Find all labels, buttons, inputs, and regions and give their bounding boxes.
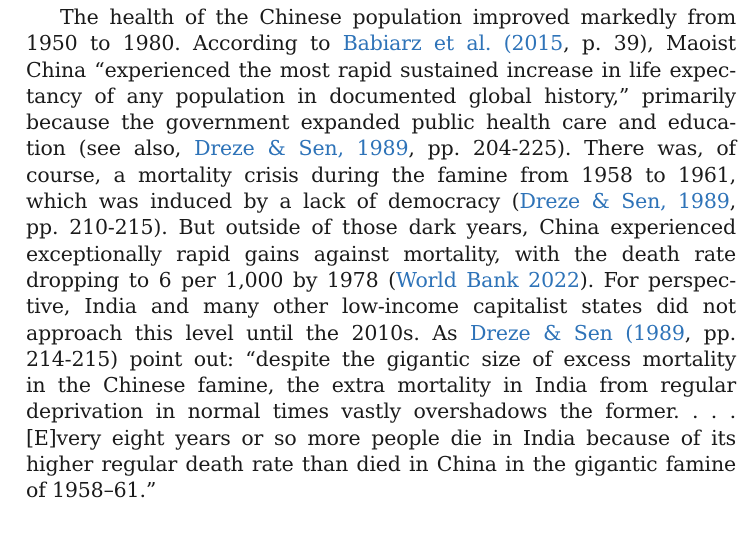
citation-link[interactable]: World Bank 2022 <box>395 267 580 292</box>
text-line <box>26 451 736 477</box>
citation-link[interactable]: Dreze & Sen, 1989 <box>194 136 409 161</box>
text-line <box>26 477 736 503</box>
text-line <box>26 4 736 30</box>
text-run: of 1958–61.” <box>26 478 157 503</box>
text-line <box>26 372 736 398</box>
text-run: tion (see also, <box>26 136 195 161</box>
text-line <box>26 135 736 161</box>
text-run: , p. 39), Maoist <box>563 31 736 56</box>
text-run: [E]very eight years or so more people die in India because of its <box>26 425 736 450</box>
text-run: which was induced by a lack of democracy ( <box>26 189 520 214</box>
text-line <box>26 188 736 214</box>
text-run: tive, India and many other low-income capitalist states did not <box>26 294 736 319</box>
text-line <box>26 214 736 240</box>
text-line <box>26 83 736 109</box>
body-paragraph <box>26 4 736 504</box>
text-run: higher regular death rate than died in China in the gigantic famine <box>26 452 736 477</box>
text-run: course, a mortality crisis during the famine from 1958 to 1961, <box>26 162 736 187</box>
text-run: in the Chinese famine, the extra mortality in India from regular <box>26 373 736 398</box>
text-run: 214-215) point out: “despite the gigantic size of excess mortality <box>26 346 736 371</box>
text-line <box>26 162 736 188</box>
text-line <box>26 320 736 346</box>
text-line <box>26 267 736 293</box>
text-run: , pp. 204-225). There was, of <box>408 136 736 161</box>
text-line <box>26 425 736 451</box>
text-run: deprivation in normal times vastly overshadows the former. . . . <box>26 399 736 424</box>
text-line <box>26 293 736 319</box>
text-run: dropping to 6 per 1,000 by 1978 ( <box>26 267 396 292</box>
citation-link[interactable]: Dreze & Sen, 1989 <box>519 189 730 214</box>
text-run: tancy of any population in documented global history,” primarily <box>26 83 736 108</box>
citation-link[interactable]: Dreze & Sen (1989 <box>469 320 685 345</box>
text-line <box>26 346 736 372</box>
text-line <box>26 398 736 424</box>
text-run: , <box>729 189 736 214</box>
text-run: China “experienced the most rapid sustained increase in life expec- <box>26 57 736 82</box>
text-line <box>26 241 736 267</box>
text-run: pp. 210-215). But outside of those dark years, China experienced <box>26 215 736 240</box>
text-line <box>26 57 736 83</box>
text-run: exceptionally rapid gains against mortality, with the death rate <box>26 241 736 266</box>
text-run: approach this level until the 2010s. As <box>26 320 470 345</box>
text-run: 1950 to 1980. According to <box>26 31 343 56</box>
text-run: The health of the Chinese population improved markedly from <box>60 5 736 29</box>
citation-link[interactable]: Babiarz et al. (2015 <box>342 31 564 56</box>
text-line <box>26 109 736 135</box>
text-run: because the government expanded public health care and educa- <box>26 110 736 135</box>
text-run: , pp. <box>684 320 736 345</box>
text-run: ). For perspec- <box>579 267 737 292</box>
text-line <box>26 30 736 56</box>
